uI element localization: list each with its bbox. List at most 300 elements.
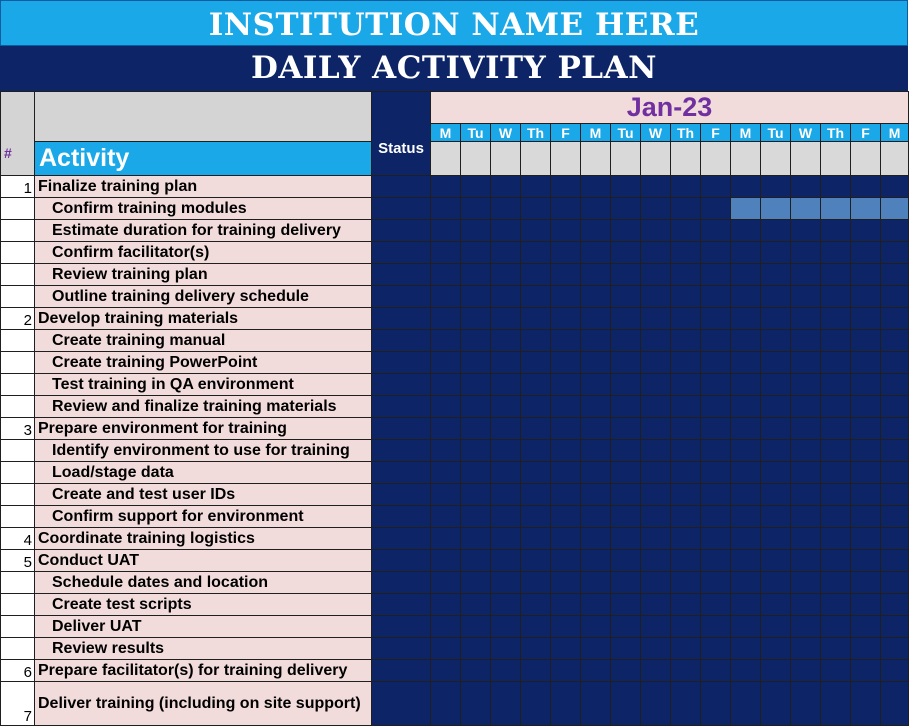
day-header[interactable]: F xyxy=(851,124,881,142)
day-cell[interactable] xyxy=(431,572,461,594)
day-cell[interactable] xyxy=(851,374,881,396)
day-cell[interactable] xyxy=(551,440,581,462)
status-cell[interactable] xyxy=(372,330,431,352)
sub-activity-label[interactable]: Outline training delivery schedule xyxy=(35,286,372,308)
day-cell[interactable] xyxy=(731,352,761,374)
day-cell[interactable] xyxy=(461,616,491,638)
day-cell[interactable] xyxy=(731,682,761,726)
day-cell[interactable] xyxy=(761,682,791,726)
day-cell[interactable] xyxy=(731,528,761,550)
day-cell[interactable] xyxy=(881,264,909,286)
day-cell[interactable] xyxy=(851,572,881,594)
day-cell[interactable] xyxy=(761,374,791,396)
day-blank-cell[interactable] xyxy=(791,142,821,176)
day-header[interactable]: W xyxy=(791,124,821,142)
day-cell[interactable] xyxy=(431,682,461,726)
day-cell[interactable] xyxy=(611,396,641,418)
day-cell[interactable] xyxy=(551,330,581,352)
day-cell[interactable] xyxy=(671,660,701,682)
day-cell[interactable] xyxy=(821,550,851,572)
day-cell[interactable] xyxy=(881,572,909,594)
day-cell[interactable] xyxy=(641,242,671,264)
day-cell[interactable] xyxy=(791,396,821,418)
day-cell[interactable] xyxy=(611,594,641,616)
day-cell[interactable] xyxy=(431,352,461,374)
sub-activity-label[interactable]: Estimate duration for training delivery xyxy=(35,220,372,242)
day-header[interactable]: W xyxy=(491,124,521,142)
day-cell[interactable] xyxy=(671,528,701,550)
row-number[interactable] xyxy=(1,506,35,528)
status-cell[interactable] xyxy=(372,198,431,220)
day-cell[interactable] xyxy=(491,550,521,572)
day-cell[interactable] xyxy=(761,242,791,264)
day-cell[interactable] xyxy=(431,506,461,528)
day-cell[interactable] xyxy=(461,198,491,220)
status-cell[interactable] xyxy=(372,440,431,462)
day-cell[interactable] xyxy=(851,242,881,264)
row-number[interactable] xyxy=(1,374,35,396)
day-cell[interactable] xyxy=(461,242,491,264)
day-cell[interactable] xyxy=(821,308,851,330)
day-cell[interactable] xyxy=(671,418,701,440)
sub-activity-label[interactable]: Create test scripts xyxy=(35,594,372,616)
day-cell[interactable] xyxy=(701,572,731,594)
day-cell[interactable] xyxy=(461,352,491,374)
row-number[interactable]: 6 xyxy=(1,660,35,682)
day-cell[interactable] xyxy=(491,506,521,528)
day-header[interactable]: Tu xyxy=(611,124,641,142)
day-cell[interactable] xyxy=(851,616,881,638)
day-cell[interactable] xyxy=(851,352,881,374)
sub-activity-label[interactable]: Identify environment to use for training xyxy=(35,440,372,462)
day-cell[interactable] xyxy=(881,660,909,682)
day-cell[interactable] xyxy=(731,220,761,242)
row-number[interactable]: 4 xyxy=(1,528,35,550)
day-cell[interactable] xyxy=(671,286,701,308)
day-cell[interactable] xyxy=(701,308,731,330)
day-cell[interactable] xyxy=(551,198,581,220)
day-cell[interactable] xyxy=(791,594,821,616)
day-cell[interactable] xyxy=(431,484,461,506)
day-blank-cell[interactable] xyxy=(491,142,521,176)
day-cell[interactable] xyxy=(821,528,851,550)
day-cell[interactable] xyxy=(761,638,791,660)
day-cell[interactable] xyxy=(701,528,731,550)
day-cell[interactable] xyxy=(701,286,731,308)
status-cell[interactable] xyxy=(372,550,431,572)
activity-label[interactable]: Finalize training plan xyxy=(35,176,372,198)
day-cell[interactable] xyxy=(821,242,851,264)
activity-header-blank[interactable] xyxy=(35,92,372,142)
day-cell[interactable] xyxy=(431,330,461,352)
sub-activity-label[interactable]: Create training PowerPoint xyxy=(35,352,372,374)
day-cell[interactable] xyxy=(791,308,821,330)
row-number[interactable] xyxy=(1,572,35,594)
day-cell[interactable] xyxy=(731,440,761,462)
day-cell[interactable] xyxy=(461,264,491,286)
day-cell[interactable] xyxy=(551,462,581,484)
day-cell[interactable] xyxy=(731,638,761,660)
day-blank-cell[interactable] xyxy=(701,142,731,176)
day-cell[interactable] xyxy=(761,528,791,550)
activity-label[interactable]: Prepare environment for training xyxy=(35,418,372,440)
day-cell[interactable] xyxy=(881,682,909,726)
day-cell[interactable] xyxy=(491,660,521,682)
status-cell[interactable] xyxy=(372,484,431,506)
day-cell[interactable] xyxy=(671,572,701,594)
day-cell[interactable] xyxy=(761,220,791,242)
day-cell[interactable] xyxy=(551,286,581,308)
scheduled-day-cell[interactable] xyxy=(881,198,909,220)
day-cell[interactable] xyxy=(881,550,909,572)
row-number[interactable] xyxy=(1,638,35,660)
day-cell[interactable] xyxy=(761,506,791,528)
day-blank-cell[interactable] xyxy=(551,142,581,176)
day-cell[interactable] xyxy=(731,264,761,286)
day-cell[interactable] xyxy=(851,506,881,528)
day-cell[interactable] xyxy=(461,682,491,726)
day-cell[interactable] xyxy=(791,286,821,308)
day-cell[interactable] xyxy=(821,638,851,660)
day-cell[interactable] xyxy=(701,440,731,462)
day-cell[interactable] xyxy=(671,220,701,242)
day-cell[interactable] xyxy=(431,594,461,616)
day-cell[interactable] xyxy=(461,374,491,396)
day-cell[interactable] xyxy=(701,198,731,220)
day-cell[interactable] xyxy=(581,220,611,242)
day-blank-cell[interactable] xyxy=(731,142,761,176)
day-cell[interactable] xyxy=(671,198,701,220)
day-cell[interactable] xyxy=(581,418,611,440)
sub-activity-label[interactable]: Review and finalize training materials xyxy=(35,396,372,418)
activity-label[interactable]: Develop training materials xyxy=(35,308,372,330)
day-cell[interactable] xyxy=(611,528,641,550)
day-cell[interactable] xyxy=(671,242,701,264)
status-header[interactable]: Status xyxy=(372,92,431,176)
day-cell[interactable] xyxy=(611,198,641,220)
day-cell[interactable] xyxy=(701,550,731,572)
day-cell[interactable] xyxy=(701,220,731,242)
day-header[interactable]: Th xyxy=(821,124,851,142)
day-blank-cell[interactable] xyxy=(821,142,851,176)
day-cell[interactable] xyxy=(551,550,581,572)
day-cell[interactable] xyxy=(611,682,641,726)
status-cell[interactable] xyxy=(372,506,431,528)
day-cell[interactable] xyxy=(791,220,821,242)
activity-label[interactable]: Deliver training (including on site support) xyxy=(35,682,372,726)
day-cell[interactable] xyxy=(881,330,909,352)
day-cell[interactable] xyxy=(461,286,491,308)
number-header-cell[interactable] xyxy=(1,92,35,176)
row-number[interactable] xyxy=(1,462,35,484)
day-cell[interactable] xyxy=(821,616,851,638)
day-cell[interactable] xyxy=(731,330,761,352)
day-cell[interactable] xyxy=(851,682,881,726)
day-cell[interactable] xyxy=(851,396,881,418)
day-cell[interactable] xyxy=(701,506,731,528)
day-cell[interactable] xyxy=(431,198,461,220)
day-cell[interactable] xyxy=(731,506,761,528)
day-cell[interactable] xyxy=(881,286,909,308)
day-cell[interactable] xyxy=(431,396,461,418)
day-cell[interactable] xyxy=(551,220,581,242)
day-cell[interactable] xyxy=(551,374,581,396)
sub-activity-label[interactable]: Test training in QA environment xyxy=(35,374,372,396)
day-cell[interactable] xyxy=(731,286,761,308)
day-cell[interactable] xyxy=(581,682,611,726)
day-cell[interactable] xyxy=(491,638,521,660)
day-cell[interactable] xyxy=(491,616,521,638)
day-cell[interactable] xyxy=(701,242,731,264)
day-cell[interactable] xyxy=(851,264,881,286)
scheduled-day-cell[interactable] xyxy=(761,198,791,220)
status-cell[interactable] xyxy=(372,682,431,726)
day-cell[interactable] xyxy=(731,308,761,330)
day-cell[interactable] xyxy=(761,616,791,638)
day-cell[interactable] xyxy=(851,528,881,550)
sub-activity-label[interactable]: Schedule dates and location xyxy=(35,572,372,594)
day-cell[interactable] xyxy=(581,550,611,572)
activity-label[interactable]: Conduct UAT xyxy=(35,550,372,572)
row-number[interactable]: 1 xyxy=(1,176,35,198)
day-cell[interactable] xyxy=(521,572,551,594)
day-cell[interactable] xyxy=(701,330,731,352)
day-cell[interactable] xyxy=(881,638,909,660)
day-cell[interactable] xyxy=(581,286,611,308)
day-cell[interactable] xyxy=(731,242,761,264)
day-cell[interactable] xyxy=(641,660,671,682)
day-cell[interactable] xyxy=(791,572,821,594)
day-cell[interactable] xyxy=(491,198,521,220)
day-cell[interactable] xyxy=(551,638,581,660)
day-cell[interactable] xyxy=(851,440,881,462)
day-cell[interactable] xyxy=(491,528,521,550)
scheduled-day-cell[interactable] xyxy=(791,198,821,220)
day-cell[interactable] xyxy=(461,330,491,352)
day-cell[interactable] xyxy=(641,572,671,594)
day-cell[interactable] xyxy=(641,506,671,528)
day-cell[interactable] xyxy=(491,440,521,462)
activity-label[interactable]: Prepare facilitator(s) for training delivery xyxy=(35,660,372,682)
institution-title[interactable]: INSTITUTION NAME HERE xyxy=(0,0,908,46)
day-cell[interactable] xyxy=(641,176,671,198)
row-number[interactable] xyxy=(1,396,35,418)
row-number[interactable] xyxy=(1,198,35,220)
day-cell[interactable] xyxy=(701,176,731,198)
day-cell[interactable] xyxy=(641,638,671,660)
day-blank-cell[interactable] xyxy=(461,142,491,176)
day-header[interactable]: Tu xyxy=(461,124,491,142)
status-cell[interactable] xyxy=(372,220,431,242)
day-cell[interactable] xyxy=(521,528,551,550)
day-cell[interactable] xyxy=(431,638,461,660)
day-cell[interactable] xyxy=(491,682,521,726)
day-blank-cell[interactable] xyxy=(581,142,611,176)
day-cell[interactable] xyxy=(761,308,791,330)
day-cell[interactable] xyxy=(491,242,521,264)
day-blank-cell[interactable] xyxy=(881,142,909,176)
day-cell[interactable] xyxy=(431,286,461,308)
day-cell[interactable] xyxy=(791,352,821,374)
day-cell[interactable] xyxy=(761,462,791,484)
day-cell[interactable] xyxy=(791,242,821,264)
day-cell[interactable] xyxy=(671,374,701,396)
day-cell[interactable] xyxy=(851,286,881,308)
day-cell[interactable] xyxy=(641,440,671,462)
row-number[interactable] xyxy=(1,330,35,352)
sub-activity-label[interactable]: Confirm facilitator(s) xyxy=(35,242,372,264)
day-cell[interactable] xyxy=(611,308,641,330)
day-cell[interactable] xyxy=(701,660,731,682)
plan-title[interactable]: DAILY ACTIVITY PLAN xyxy=(0,46,908,91)
day-cell[interactable] xyxy=(581,506,611,528)
day-cell[interactable] xyxy=(461,484,491,506)
day-header[interactable]: M xyxy=(431,124,461,142)
day-cell[interactable] xyxy=(851,220,881,242)
day-cell[interactable] xyxy=(671,396,701,418)
row-number[interactable] xyxy=(1,352,35,374)
day-cell[interactable] xyxy=(881,440,909,462)
day-cell[interactable] xyxy=(791,660,821,682)
day-cell[interactable] xyxy=(671,638,701,660)
day-cell[interactable] xyxy=(611,660,641,682)
day-cell[interactable] xyxy=(581,330,611,352)
day-header[interactable]: Th xyxy=(521,124,551,142)
day-cell[interactable] xyxy=(461,396,491,418)
day-cell[interactable] xyxy=(731,176,761,198)
day-cell[interactable] xyxy=(881,396,909,418)
sub-activity-label[interactable]: Confirm training modules xyxy=(35,198,372,220)
day-cell[interactable] xyxy=(431,242,461,264)
day-cell[interactable] xyxy=(821,220,851,242)
day-cell[interactable] xyxy=(491,594,521,616)
day-cell[interactable] xyxy=(671,176,701,198)
day-header[interactable]: F xyxy=(551,124,581,142)
day-cell[interactable] xyxy=(461,440,491,462)
day-cell[interactable] xyxy=(551,176,581,198)
day-cell[interactable] xyxy=(731,484,761,506)
day-cell[interactable] xyxy=(431,462,461,484)
day-cell[interactable] xyxy=(581,396,611,418)
day-blank-cell[interactable] xyxy=(431,142,461,176)
day-cell[interactable] xyxy=(821,462,851,484)
day-cell[interactable] xyxy=(581,660,611,682)
day-cell[interactable] xyxy=(791,528,821,550)
day-cell[interactable] xyxy=(431,308,461,330)
day-cell[interactable] xyxy=(671,440,701,462)
day-cell[interactable] xyxy=(521,286,551,308)
day-header[interactable]: W xyxy=(641,124,671,142)
scheduled-day-cell[interactable] xyxy=(851,198,881,220)
day-cell[interactable] xyxy=(491,286,521,308)
day-cell[interactable] xyxy=(641,220,671,242)
day-cell[interactable] xyxy=(461,638,491,660)
day-cell[interactable] xyxy=(581,594,611,616)
day-cell[interactable] xyxy=(671,264,701,286)
day-cell[interactable] xyxy=(731,396,761,418)
status-cell[interactable] xyxy=(372,242,431,264)
day-cell[interactable] xyxy=(791,440,821,462)
day-cell[interactable] xyxy=(881,176,909,198)
day-cell[interactable] xyxy=(521,660,551,682)
day-cell[interactable] xyxy=(881,462,909,484)
day-cell[interactable] xyxy=(551,264,581,286)
day-header[interactable]: Th xyxy=(671,124,701,142)
day-cell[interactable] xyxy=(641,286,671,308)
day-cell[interactable] xyxy=(551,682,581,726)
day-cell[interactable] xyxy=(551,242,581,264)
day-cell[interactable] xyxy=(761,418,791,440)
day-cell[interactable] xyxy=(611,638,641,660)
day-cell[interactable] xyxy=(611,550,641,572)
day-header[interactable]: F xyxy=(701,124,731,142)
day-cell[interactable] xyxy=(461,550,491,572)
day-cell[interactable] xyxy=(641,396,671,418)
day-cell[interactable] xyxy=(881,484,909,506)
day-cell[interactable] xyxy=(611,176,641,198)
day-cell[interactable] xyxy=(551,528,581,550)
day-cell[interactable] xyxy=(611,330,641,352)
day-cell[interactable] xyxy=(551,660,581,682)
status-cell[interactable] xyxy=(372,374,431,396)
day-cell[interactable] xyxy=(701,374,731,396)
day-cell[interactable] xyxy=(881,418,909,440)
day-cell[interactable] xyxy=(611,220,641,242)
status-cell[interactable] xyxy=(372,638,431,660)
day-cell[interactable] xyxy=(431,220,461,242)
day-cell[interactable] xyxy=(731,572,761,594)
day-cell[interactable] xyxy=(761,572,791,594)
day-cell[interactable] xyxy=(671,330,701,352)
day-cell[interactable] xyxy=(431,660,461,682)
day-cell[interactable] xyxy=(521,484,551,506)
day-cell[interactable] xyxy=(641,374,671,396)
day-cell[interactable] xyxy=(521,264,551,286)
day-cell[interactable] xyxy=(461,308,491,330)
day-cell[interactable] xyxy=(491,352,521,374)
status-cell[interactable] xyxy=(372,594,431,616)
day-cell[interactable] xyxy=(491,418,521,440)
day-cell[interactable] xyxy=(521,682,551,726)
day-cell[interactable] xyxy=(671,484,701,506)
row-number[interactable] xyxy=(1,484,35,506)
day-cell[interactable] xyxy=(671,462,701,484)
day-cell[interactable] xyxy=(611,352,641,374)
status-cell[interactable] xyxy=(372,308,431,330)
day-cell[interactable] xyxy=(671,550,701,572)
day-cell[interactable] xyxy=(641,462,671,484)
row-number[interactable]: 5 xyxy=(1,550,35,572)
day-cell[interactable] xyxy=(461,462,491,484)
day-cell[interactable] xyxy=(821,352,851,374)
day-cell[interactable] xyxy=(851,638,881,660)
day-cell[interactable] xyxy=(821,176,851,198)
row-number[interactable] xyxy=(1,616,35,638)
day-cell[interactable] xyxy=(521,374,551,396)
day-cell[interactable] xyxy=(551,506,581,528)
day-cell[interactable] xyxy=(851,462,881,484)
day-cell[interactable] xyxy=(701,352,731,374)
sub-activity-label[interactable]: Review training plan xyxy=(35,264,372,286)
day-cell[interactable] xyxy=(671,594,701,616)
day-cell[interactable] xyxy=(491,484,521,506)
day-cell[interactable] xyxy=(821,484,851,506)
day-cell[interactable] xyxy=(521,396,551,418)
day-cell[interactable] xyxy=(731,462,761,484)
day-cell[interactable] xyxy=(521,242,551,264)
day-cell[interactable] xyxy=(761,396,791,418)
day-cell[interactable] xyxy=(641,550,671,572)
